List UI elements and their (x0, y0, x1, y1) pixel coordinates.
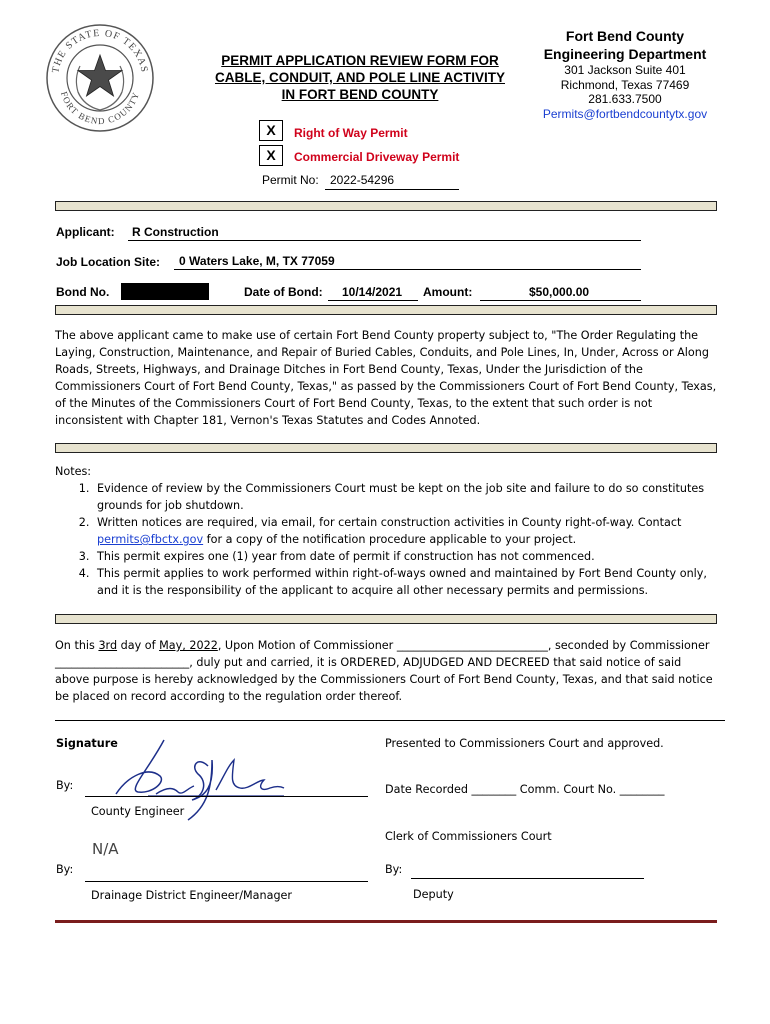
svg-text:FORT BEND COUNTY (59, 90, 141, 126)
applicant-label: Applicant: (56, 225, 115, 239)
clerk-label: Clerk of Commissioners Court (385, 830, 552, 843)
permits-email-link[interactable]: Permits@fortbendcountytx.gov (542, 106, 708, 121)
applicant-value: R Construction (132, 225, 219, 239)
order-text: On this (55, 639, 99, 652)
notes-section (55, 463, 717, 599)
drainage-signature-line (85, 881, 368, 882)
by-label: By: (56, 779, 74, 792)
order-month: May, 2022 (159, 639, 218, 652)
section-bar (55, 201, 717, 211)
county-name: Fort Bend County (565, 28, 685, 44)
signature-heading: Signature (56, 737, 118, 750)
order-text: day of (117, 639, 160, 652)
county-seal (44, 22, 156, 134)
section-bar (55, 443, 717, 453)
commercial-driveway-label: Commercial Driveway Permit (294, 150, 460, 164)
permit-no-label: Permit No: (262, 173, 319, 187)
county-engineer-label: County Engineer (91, 805, 185, 818)
bond-amount-label: Amount: (423, 285, 473, 299)
note-item (93, 548, 717, 565)
section-bar (55, 614, 717, 624)
address-line2: Richmond, Texas 77469 (560, 77, 690, 92)
note-item (93, 565, 717, 599)
job-location-value: 0 Waters Lake, M, TX 77059 (179, 254, 335, 268)
job-location-line (174, 269, 641, 270)
na-text: N/A (92, 840, 119, 858)
bond-amount-value: $50,000.00 (529, 285, 590, 299)
notification-email-link[interactable]: permits@fbctx.gov (97, 533, 204, 546)
order-day: 3rd (98, 639, 118, 652)
form-title-line3: IN FORT BEND COUNTY (281, 87, 439, 102)
order-text: , Upon Motion of Commissioner ___________________________, seconded by Commissioner ________________________, duly put and carried, it is ORDERED, ADJUDGED AND DECREED that said notice of said above purpose is hereby acknowledged by the Commissioners Court of Fort Bend County, Texas, and that said notice be placed on record according to the regulation order thereof. (55, 639, 713, 703)
bond-no-redaction (121, 283, 209, 300)
bond-amount-line (480, 300, 641, 301)
by-label: By: (385, 863, 403, 876)
department-block (530, 27, 720, 122)
form-title-line2: CABLE, CONDUIT, AND POLE LINE ACTIVITY (214, 70, 505, 85)
note-text: This permit expires one (1) year from date of permit if construction has not commenced. (97, 550, 595, 563)
drainage-engineer-label: Drainage District Engineer/Manager (91, 889, 293, 902)
note-item (93, 514, 717, 548)
permit-no-line (325, 189, 459, 190)
seal-top-text: THE STATE OF TEXAS (50, 27, 150, 75)
by-label: By: (56, 863, 74, 876)
job-location-label: Job Location Site: (56, 255, 161, 269)
applicant-line (128, 240, 641, 241)
presented-text: Presented to Commissioners Court and approved. (385, 737, 664, 750)
phone: 281.633.7500 (588, 92, 662, 106)
date-recorded-text: Date Recorded ________ Comm. Court No. ________ (385, 783, 665, 796)
note-item (93, 480, 717, 514)
notes-list (55, 480, 717, 599)
address-line1: 301 Jackson Suite 401 (564, 63, 686, 77)
deputy-label: Deputy (413, 888, 454, 901)
note-text: for a copy of the notification procedure applicable to your project. (203, 533, 577, 546)
county-engineer-line (85, 796, 368, 797)
star-icon (78, 55, 122, 96)
bond-date-line (328, 300, 418, 301)
department-name: Engineering Department (543, 46, 707, 62)
bond-date-value: 10/14/2021 (342, 285, 403, 299)
note-text: This permit applies to work performed within right-of-ways owned and maintained by Fort Bend County only, and it is the responsibility of the applicant to acquire all other necessary permits and permissions. (97, 567, 707, 597)
clerk-signature-line (411, 878, 644, 879)
bond-date-label: Date of Bond: (244, 285, 323, 299)
right-of-way-label: Right of Way Permit (294, 126, 408, 140)
note-text: Written notices are required, via email, for certain construction activities in County right-of-way. Contact (97, 516, 682, 529)
form-title (190, 52, 530, 103)
right-of-way-checkbox[interactable]: X (259, 120, 283, 141)
bond-no-label: Bond No. (56, 285, 110, 299)
statement-paragraph: The above applicant came to make use of certain Fort Bend County property subject to, "The Order Regulating the Laying, Construction, Maintenance, and Repair of Buried Cables, Conduits, and Pole Lines, In, Under, Across or Along Roads, Streets, Highways, and Drainage Ditches in Fort Bend County, Texas, Under the Jurisdiction of the Commissioners Court of Fort Bend County, Texas," as passed by the Commissioners Court of Fort Bend County, Texas, of the Minutes of the Commissioners Court of Fort Bend County, Texas, to the extent that such order is not inconsistent with Chapter 181, Vernon's Texas Statutes and Codes Annoted. (55, 329, 717, 427)
commercial-driveway-checkbox[interactable]: X (259, 145, 283, 166)
section-bar (55, 305, 717, 315)
notes-heading: Notes: (55, 465, 92, 478)
divider (55, 720, 725, 721)
form-title-line1: PERMIT APPLICATION REVIEW FORM FOR (221, 53, 499, 68)
note-text: Evidence of review by the Commissioners Court must be kept on the job site and failure to do so constitutes grounds for job shutdown. (97, 482, 705, 512)
seal-bottom-text: FORT BEND COUNTY (58, 90, 142, 127)
permit-no-value: 2022-54296 (330, 173, 395, 187)
order-paragraph (55, 637, 717, 705)
bottom-rule (55, 920, 717, 923)
